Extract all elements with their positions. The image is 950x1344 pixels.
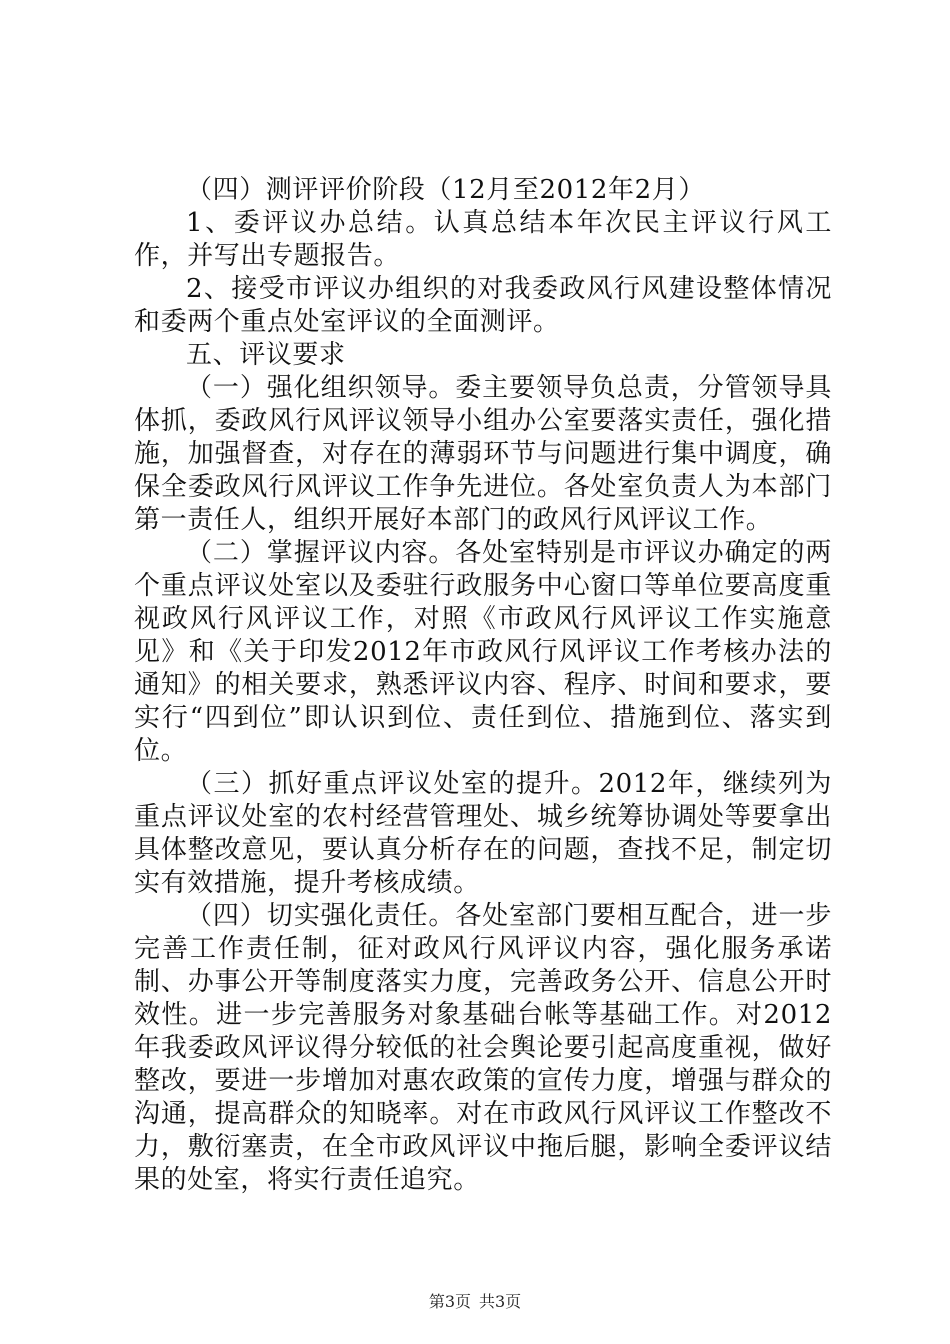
document-body [134, 174, 832, 1197]
page-number-total: 共3页 [479, 1292, 522, 1311]
page-footer [0, 1292, 950, 1312]
page-number-current: 第3页 [428, 1292, 471, 1311]
paragraph-requirement-2: （二）掌握评议内容。各处室特别是市评议办确定的两个重点评议处室以及委驻行政服务中心窗口等单位要高度重视政风行风评议工作，对照《市政风行风评议工作实施意见》和《关于印发2012年市政风行风评议工作考核办法的通知》的相关要求，熟悉评议内容、程序、时间和要求，要实行“四到位”即认识到位、责任到位、措施到位、落实到位。 [134, 538, 832, 766]
section-heading-requirements: 五、评议要求 [186, 340, 346, 370]
section-heading-evaluation-stage: （四）测评评价阶段（12月至2012年2月） [186, 175, 705, 205]
paragraph-item-2: 2、接受市评议办组织的对我委政风行风建设整体情况和委两个重点处室评议的全面测评。 [134, 274, 832, 337]
paragraph-requirement-1: （一）强化组织领导。委主要领导负总责，分管领导具体抓，委政风行风评议领导小组办公室要落实责任，强化措施，加强督查，对存在的薄弱环节与问题进行集中调度，确保全委政风行风评议工作争先进位。各处室负责人为本部门第一责任人，组织开展好本部门的政风行风评议工作。 [134, 373, 832, 535]
paragraph-requirement-3: （三）抓好重点评议处室的提升。2012年，继续列为重点评议处室的农村经营管理处、城乡统筹协调处等要拿出具体整改意见，要认真分析存在的问题，查找不足，制定切实有效措施，提升考核成绩。 [134, 769, 832, 898]
paragraph-item-1: 1、委评议办总结。认真总结本年次民主评议行风工作，并写出专题报告。 [134, 208, 832, 271]
paragraph-requirement-4: （四）切实强化责任。各处室部门要相互配合，进一步完善工作责任制，征对政风行风评议内容，强化服务承诺制、办事公开等制度落实力度，完善政务公开、信息公开时效性。进一步完善服务对象基础台帐等基础工作。对2012年我委政风评议得分较低的社会舆论要引起高度重视，做好整改，要进一步增加对惠农政策的宣传力度，增强与群众的沟通，提高群众的知晓率。对在市政风行风评议工作整改不力，敷衍塞责，在全市政风评议中拖后腿，影响全委评议结果的处室，将实行责任追究。 [134, 901, 832, 1195]
